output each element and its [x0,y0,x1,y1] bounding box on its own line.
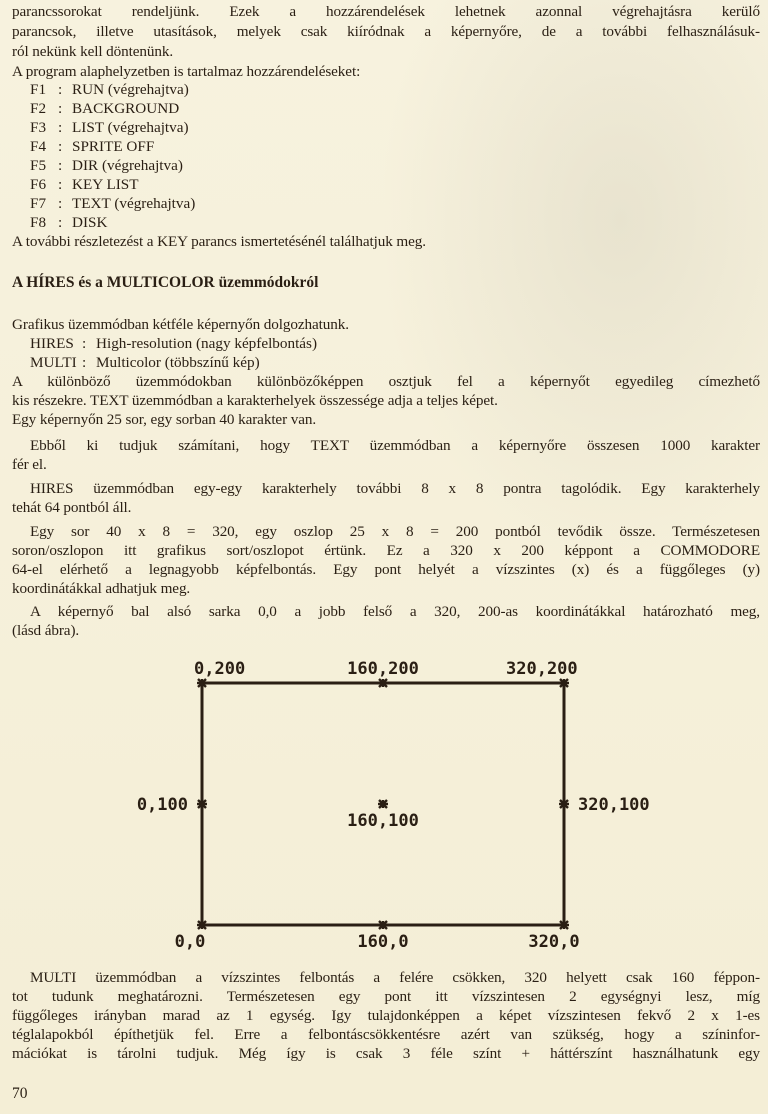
point-marker [378,800,388,808]
function-key-value: KEY LIST [72,176,139,193]
section-heading: A HÍRES és a MULTICOLOR üzemmódokról [12,274,319,291]
separator: : [58,157,63,174]
multi-line: tot tudunk meghatározni. Természetesen egy pont itt vízszintesen 2 egységnyi lesz, míg [12,988,760,1005]
separator: : [58,119,63,136]
intro-line: ról nekünk kell döntenünk. [12,43,174,60]
separator: : [82,335,87,352]
paragraph-line: tehát 64 pontból áll. [12,499,132,516]
separator: : [58,214,63,231]
function-key-name: F1 [30,81,47,98]
multi-line: mációkat is tárolni tudjuk. Még így is csak 3 féle színt + háttérszínt használhatunk egy [12,1045,760,1062]
separator: : [58,138,63,155]
function-key-name: F4 [30,138,47,155]
paragraph-line: fér el. [12,456,47,473]
point-marker [559,679,569,687]
function-key-item [30,213,107,232]
paragraph-line: A különböző üzemmódokban különbözőképpen osztjuk fel a képernyőt egyedileg címezhető [12,373,760,390]
key-note: A további részletezést a KEY parancs ismertetésénél találhatjuk meg. [12,233,426,250]
point-label: 160,200 [347,659,419,679]
function-key-value: LIST (végrehajtva) [72,119,189,136]
paragraph-line: (lásd ábra). [12,622,80,639]
multi-line: MULTI üzemmódban a vízszintes felbontás a felére csökken, 320 helyett csak 160 féppon- [30,969,760,986]
function-key-value: RUN (végrehajtva) [72,81,189,98]
separator: : [58,195,63,212]
paragraph-line: kis részekre. TEXT üzemmódban a karakterhelyek összessége adja a teljes képet. [12,392,498,409]
multi-line: téglalapokból építhetjük fel. Erre a felbontáscsökkentésre azért van szükség, hogy a színinfor- [12,1026,760,1043]
paragraph-line: Ebből ki tudjuk számítani, hogy TEXT üzemmódban a képernyőre összesen 1000 karakter [30,437,760,454]
mode-item [30,334,317,353]
mode-description: Multicolor (többszínű kép) [96,354,260,371]
function-key-item [30,99,179,118]
paragraph-line: Egy képernyőn 25 sor, egy sorban 40 karakter van. [12,411,317,428]
intro-line: parancssorokat rendeljünk. Ezek a hozzárendelések lehetnek azonnal végrehajtásra kerülő [12,3,760,20]
point-marker [197,921,207,929]
function-key-value: DIR (végrehajtva) [72,157,183,174]
function-key-name: F7 [30,195,47,212]
function-key-name: F8 [30,214,47,231]
point-marker [378,679,388,687]
separator: : [58,100,63,117]
point-label: 160,0 [357,932,409,952]
function-key-value: TEXT (végrehajtva) [72,195,196,212]
function-key-name: F2 [30,100,47,117]
function-key-name: F3 [30,119,47,136]
mode-description: High-resolution (nagy képfelbontás) [96,335,318,352]
paragraph-line: koordinátákkal adhatjuk meg. [12,580,191,597]
point-marker [197,800,207,808]
point-label: 320,200 [506,659,578,679]
separator: : [82,354,87,371]
function-key-name: F5 [30,157,47,174]
function-key-item [30,118,189,137]
intro-line: A program alaphelyzetben is tartalmaz hozzárendeléseket: [12,63,361,80]
paragraph-line: HIRES üzemmódban egy-egy karakterhely további 8 x 8 pontra tagolódik. Egy karakterhely [30,480,760,497]
paragraph-line: Egy sor 40 x 8 = 320, egy oszlop 25 x 8 = 200 pontból tevődik össze. Természetesen [30,523,760,540]
function-key-item [30,80,189,99]
separator: : [58,81,63,98]
function-key-item [30,194,195,213]
point-marker [559,800,569,808]
point-label: 0,100 [136,795,188,815]
point-label: 160,100 [347,811,419,831]
function-key-name: F6 [30,176,47,193]
paragraph-line: soron/oszlopon itt grafikus sort/oszlopot értünk. Ez a 320 x 200 képpont a COMMODORE [12,542,760,559]
point-label: 320,0 [528,932,580,952]
intro-line: parancsok, illetve utasítások, melyek csak kiíródnak a képernyőre, de a további felhasználásuk- [12,23,760,40]
paragraph-line: 64-el elérhető a legnagyobb képfelbontás. Egy pont helyét a vízszintes (x) és a függőleges (y) [12,561,760,578]
mode-name: HIRES [30,335,74,352]
point-marker [559,921,569,929]
point-marker [197,679,207,687]
function-key-value: BACKGROUND [72,100,180,117]
point-marker [378,921,388,929]
mode-item [30,353,260,372]
point-label: 0,0 [174,932,206,952]
function-key-value: SPRITE OFF [72,138,155,155]
paragraph-line: A képernyő bal alsó sarka 0,0 a jobb felső a 320, 200-as koordinátákkal határozható meg, [30,603,760,620]
point-label: 320,100 [578,795,650,815]
section-intro: Grafikus üzemmódban kétféle képernyőn dolgozhatunk. [12,316,349,333]
function-key-item [30,156,183,175]
mode-name: MULTI [30,354,77,371]
point-label: 0,200 [194,659,246,679]
multi-line: függőleges irányban marad az 1 egység. Igy tulajdonképpen a képet vízszintesen fekvő 2 x 1-es [12,1007,760,1024]
page-number: 70 [12,1085,28,1102]
separator: : [58,176,63,193]
function-key-value: DISK [72,214,108,231]
function-key-item [30,175,139,194]
function-key-item [30,137,154,156]
